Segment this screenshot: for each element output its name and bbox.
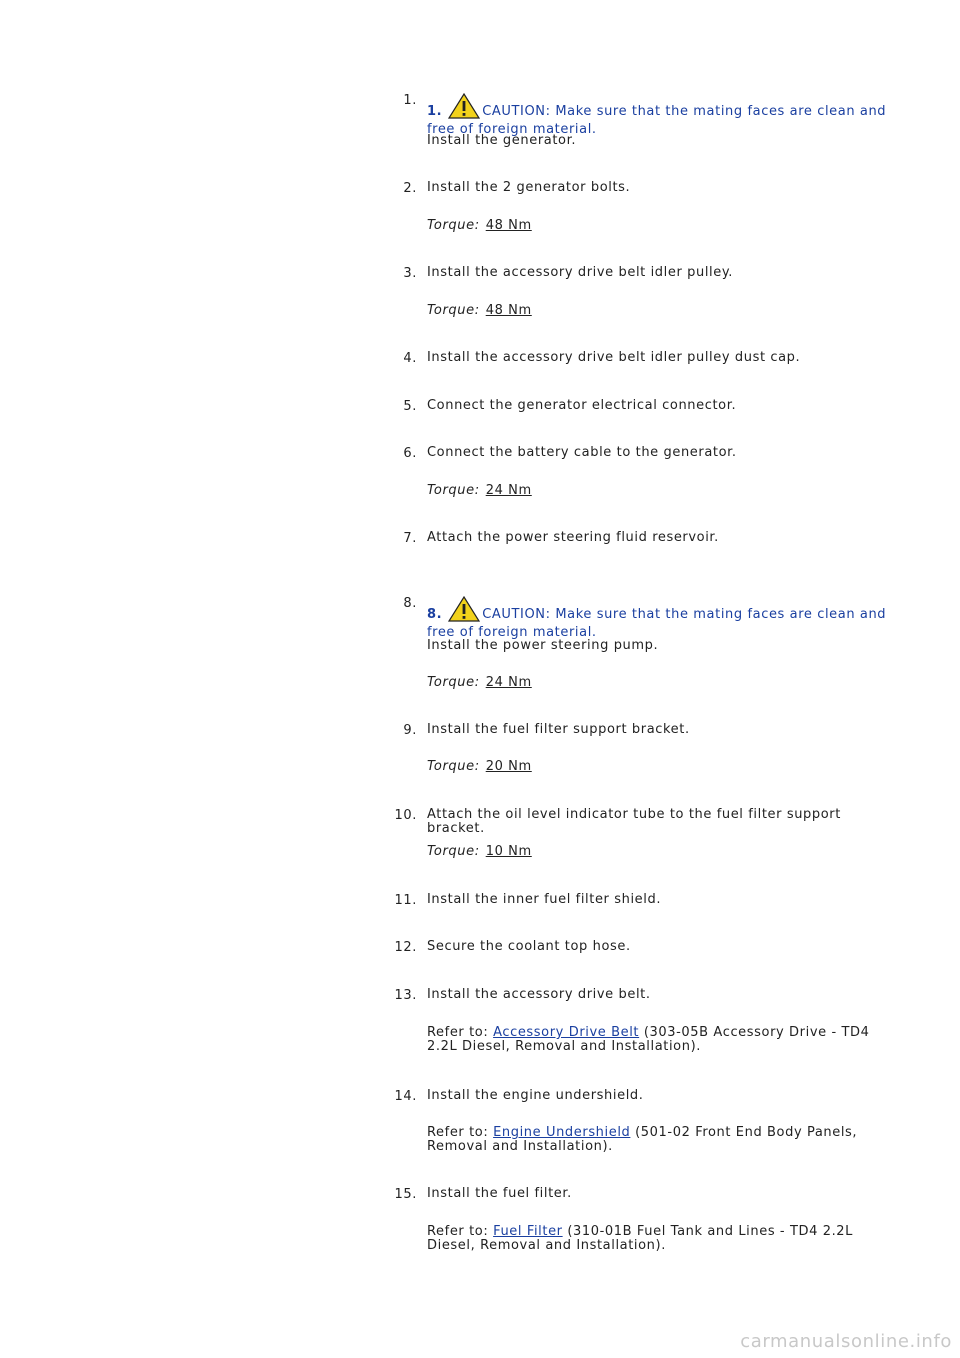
step-text: Install the accessory drive belt. (427, 987, 651, 1002)
step-number: 10. (394, 808, 417, 823)
torque-value[interactable]: 24 Nm (485, 483, 532, 498)
step-number: 2. (403, 181, 417, 196)
step-text: Install the fuel filter support bracket. (427, 722, 690, 737)
refer-to-label: Refer to: (427, 1025, 489, 1040)
step-text: Connect the generator electrical connector. (427, 398, 737, 413)
step-text: Attach the oil level indicator tube to the fuel filter support bracket. (427, 807, 841, 836)
step-number: 12. (394, 940, 417, 955)
torque-value[interactable]: 24 Nm (485, 675, 532, 690)
reference-detail: (501-02 Front End Body Panels, Removal and Installation). (427, 1125, 858, 1154)
torque-line (427, 845, 532, 859)
step-text: Install the accessory drive belt idler pulley dust cap. (427, 350, 801, 365)
reference-detail: (310-01B Fuel Tank and Lines - TD4 2.2L Diesel, Removal and Installation). (427, 1224, 854, 1253)
step-text: Connect the battery cable to the generator. (427, 445, 737, 460)
step-text: Secure the coolant top hose. (427, 939, 631, 954)
torque-line (427, 676, 532, 690)
caution-message: CAUTION: Make sure that the mating faces are clean and free of foreign material. (427, 104, 887, 137)
step-text: Install the engine undershield. (427, 1088, 644, 1103)
step-number: 1. (403, 93, 417, 108)
step-text: Install the generator. (427, 133, 577, 148)
step-text: Install the inner fuel filter shield. (427, 892, 662, 907)
reference-link[interactable]: Fuel Filter (493, 1224, 563, 1239)
torque-value[interactable]: 20 Nm (485, 759, 532, 774)
step-number: 14. (394, 1089, 417, 1104)
step-number: 8. (403, 596, 417, 611)
torque-label: Torque: (427, 218, 480, 233)
step-number: 9. (403, 723, 417, 738)
caution-number: 1. (427, 104, 443, 119)
step-number: 5. (403, 399, 417, 414)
torque-line (427, 304, 532, 318)
torque-line (427, 484, 532, 498)
warning-icon (448, 93, 480, 123)
step-number: 13. (394, 988, 417, 1003)
torque-value[interactable]: 10 Nm (485, 844, 532, 859)
caution-text (427, 93, 887, 137)
step-text: Attach the power steering fluid reservoir. (427, 530, 719, 545)
torque-label: Torque: (427, 483, 480, 498)
torque-line (427, 760, 532, 774)
torque-label: Torque: (427, 844, 480, 859)
step-text: Install the power steering pump. (427, 638, 659, 653)
step-number: 7. (403, 531, 417, 546)
refer-to-label: Refer to: (427, 1125, 489, 1140)
torque-line (427, 219, 532, 233)
torque-label: Torque: (427, 675, 480, 690)
torque-value[interactable]: 48 Nm (485, 218, 532, 233)
caution-number: 8. (427, 607, 443, 622)
step-number: 3. (403, 266, 417, 281)
torque-label: Torque: (427, 759, 480, 774)
step-number: 15. (394, 1187, 417, 1202)
refer-to-line (427, 1026, 887, 1054)
refer-to-line (427, 1126, 887, 1154)
step-number: 6. (403, 446, 417, 461)
caution-text (427, 596, 887, 640)
reference-detail: (303-05B Accessory Drive - TD4 2.2L Diesel, Removal and Installation). (427, 1025, 870, 1054)
warning-icon (448, 596, 480, 626)
step-number: 11. (394, 893, 417, 908)
reference-link[interactable]: Accessory Drive Belt (493, 1025, 640, 1040)
step-text: Install the accessory drive belt idler pulley. (427, 265, 734, 280)
step-text: Install the 2 generator bolts. (427, 180, 631, 195)
torque-label: Torque: (427, 303, 480, 318)
step-number: 4. (403, 351, 417, 366)
torque-value[interactable]: 48 Nm (485, 303, 532, 318)
refer-to-label: Refer to: (427, 1224, 489, 1239)
caution-message: CAUTION: Make sure that the mating faces are clean and free of foreign material. (427, 607, 887, 640)
reference-link[interactable]: Engine Undershield (493, 1125, 631, 1140)
step-text: Install the fuel filter. (427, 1186, 572, 1201)
refer-to-line (427, 1225, 887, 1253)
watermark: carmanualsonline.info (740, 1331, 952, 1352)
